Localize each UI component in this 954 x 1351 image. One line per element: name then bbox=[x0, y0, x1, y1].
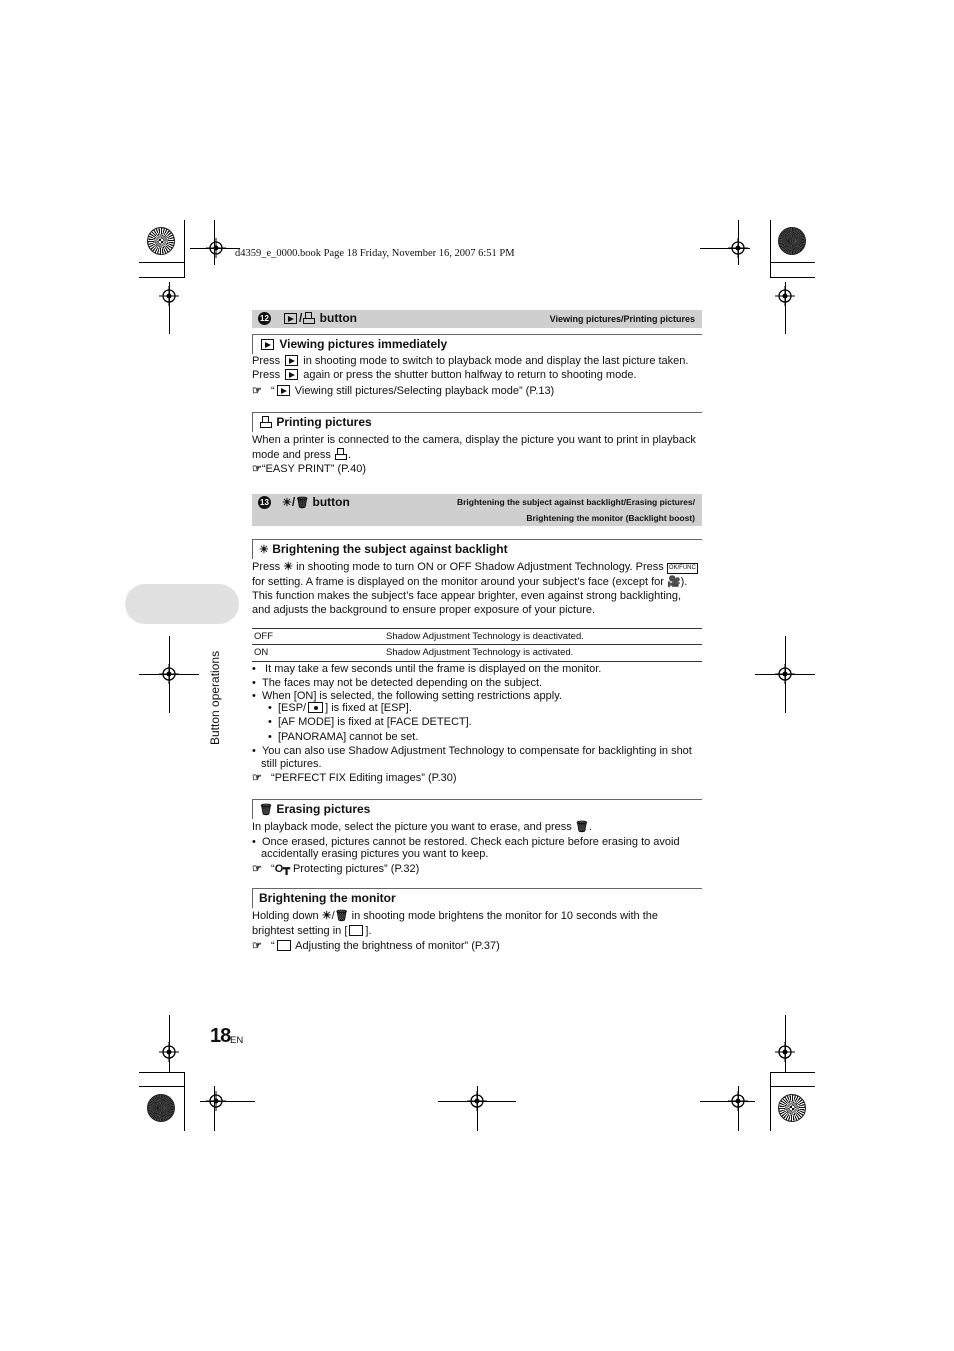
backlight-icon: ☀ bbox=[283, 561, 294, 573]
list-item: • Once erased, pictures cannot be restored. Check each picture before erasing to avoid bbox=[252, 836, 680, 848]
list-item: • [AF MODE] is fixed at [FACE DETECT]. bbox=[268, 716, 472, 728]
table-cell-description: Shadow Adjustment Technology is deactivated. bbox=[386, 631, 584, 642]
body-line: for setting. A frame is displayed on the monitor around your subject’s face (except for 🎥). bbox=[252, 576, 688, 588]
list-item-continued: accidentally erasing pictures you want to keep. bbox=[261, 848, 489, 860]
section-monitor bbox=[252, 888, 702, 908]
playback-icon bbox=[277, 385, 290, 396]
band-subtitle: Brightening the subject against backlight/Erasing pictures/ bbox=[456, 497, 695, 507]
section-viewing bbox=[252, 334, 702, 354]
number-badge: 12 bbox=[258, 312, 271, 325]
table-cell-setting: OFF bbox=[254, 631, 273, 642]
list-item: • [ESP/ ] is fixed at [ESP]. bbox=[268, 702, 412, 714]
registration-mark-icon bbox=[775, 286, 795, 306]
backlight-icon: ☀ bbox=[321, 910, 332, 922]
table-row bbox=[252, 628, 702, 645]
side-tab bbox=[125, 584, 239, 624]
list-item-continued: still pictures. bbox=[261, 758, 322, 770]
band-subtitle: Viewing pictures/Printing pictures bbox=[549, 314, 695, 324]
registration-mark-icon bbox=[206, 1091, 226, 1111]
rosette-mark-icon bbox=[778, 227, 806, 255]
section-band-13 bbox=[252, 494, 702, 526]
body-line: Press ☀ in shooting mode to turn ON or OFF Shadow Adjustment Technology. Press OK/FUNC bbox=[252, 561, 696, 573]
registration-mark-icon bbox=[206, 238, 226, 258]
rosette-mark-icon bbox=[147, 1094, 175, 1122]
registration-mark-icon bbox=[159, 1042, 179, 1062]
section-heading: Printing pictures bbox=[276, 415, 372, 429]
protect-key-icon: O┳ bbox=[274, 863, 290, 875]
reference-line: ☞ “O┳ Protecting pictures” (P.32) bbox=[252, 863, 420, 875]
list-item: • You can also use Shadow Adjustment Technology to compensate for backlighting in shot bbox=[252, 745, 692, 757]
band-title: ☀/🗑 button bbox=[282, 495, 350, 509]
print-icon bbox=[260, 416, 272, 428]
reference-hand-icon: ☞ bbox=[252, 863, 262, 875]
section-erasing bbox=[252, 799, 702, 819]
body-line: In playback mode, select the picture you want to erase, and press 🗑. bbox=[252, 821, 592, 833]
playback-icon bbox=[285, 355, 298, 366]
reference-hand-icon: ☞ bbox=[252, 940, 262, 952]
band-title: / button bbox=[282, 311, 357, 325]
erase-icon: 🗑 bbox=[295, 497, 310, 509]
rosette-mark-icon bbox=[147, 227, 175, 255]
reference-line: ☞ “ Viewing still pictures/Selecting playback mode” (P.13) bbox=[252, 385, 555, 397]
list-item: • The faces may not be detected depending on the subject. bbox=[252, 677, 543, 689]
spot-metering-icon bbox=[308, 702, 323, 713]
registration-mark-icon bbox=[728, 1091, 748, 1111]
body-line: This function makes the subject’s face appear brighter, even against strong backlighting, bbox=[252, 590, 682, 602]
playback-icon bbox=[261, 339, 274, 350]
playback-icon bbox=[285, 369, 298, 380]
list-item: • When [ON] is selected, the following setting restrictions apply. bbox=[252, 690, 562, 702]
body-line: When a printer is connected to the camera, display the picture you want to print in playback bbox=[252, 434, 696, 446]
number-badge: 13 bbox=[258, 496, 271, 509]
print-icon bbox=[335, 448, 347, 460]
section-heading: Brightening the subject against backlight bbox=[272, 542, 508, 556]
book-header: d4359_e_0000.book Page 18 Friday, November 16, 2007 6:51 PM bbox=[235, 248, 515, 259]
registration-mark-icon bbox=[775, 664, 795, 684]
reference-hand-icon: ☞ bbox=[252, 772, 262, 784]
registration-mark-icon bbox=[467, 1091, 487, 1111]
erase-icon: 🗑 bbox=[259, 804, 273, 816]
section-printing bbox=[252, 412, 702, 432]
erase-icon: 🗑 bbox=[334, 910, 349, 922]
ok-func-icon: OK/FUNC bbox=[667, 563, 698, 574]
body-line: Holding down ☀/🗑 in shooting mode brightens the monitor for 10 seconds with the bbox=[252, 910, 659, 922]
reference-hand-icon: ☞ bbox=[252, 463, 262, 475]
table-row bbox=[252, 644, 702, 662]
rosette-mark-icon bbox=[778, 1094, 806, 1122]
language-code: EN bbox=[230, 1035, 244, 1046]
monitor-brightness-icon bbox=[277, 940, 291, 951]
settings-table bbox=[252, 628, 702, 662]
section-band-12 bbox=[252, 310, 702, 328]
registration-mark-icon bbox=[159, 286, 179, 306]
band-subtitle: Brightening the monitor (Backlight boost) bbox=[526, 513, 695, 523]
section-heading: Erasing pictures bbox=[276, 802, 371, 816]
monitor-brightness-icon bbox=[349, 925, 363, 936]
movie-icon: 🎥 bbox=[666, 576, 681, 588]
body-line: Press again or press the shutter button halfway to return to shooting mode. bbox=[252, 369, 637, 381]
reference-hand-icon: ☞ bbox=[252, 385, 262, 397]
reference-line: ☞ “ Adjusting the brightness of monitor” (P.37) bbox=[252, 940, 500, 952]
backlight-icon: ☀ bbox=[259, 544, 269, 556]
body-line: and adjusts the background to ensure proper exposure of your picture. bbox=[252, 604, 596, 616]
section-heading: Viewing pictures immediately bbox=[279, 337, 448, 351]
list-item: • [PANORAMA] cannot be set. bbox=[268, 731, 419, 743]
playback-icon bbox=[284, 313, 297, 324]
body-line: brightest setting in [ ]. bbox=[252, 925, 372, 937]
reference-line: ☞“EASY PRINT” (P.40) bbox=[252, 463, 366, 475]
registration-mark-icon bbox=[728, 238, 748, 258]
page-number: 18 bbox=[210, 1025, 231, 1047]
erase-icon: 🗑 bbox=[574, 821, 589, 833]
body-line: mode and press . bbox=[252, 449, 351, 461]
registration-mark-icon bbox=[775, 1042, 795, 1062]
body-line: Press in shooting mode to switch to playback mode and display the last picture taken. bbox=[252, 355, 689, 367]
backlight-icon: ☀ bbox=[282, 497, 292, 509]
table-cell-setting: ON bbox=[254, 647, 269, 658]
print-icon bbox=[303, 312, 315, 324]
side-tab-label: Button operations bbox=[208, 650, 222, 745]
section-backlight bbox=[252, 539, 702, 559]
table-cell-description: Shadow Adjustment Technology is activated. bbox=[386, 647, 574, 658]
list-item: • It may take a few seconds until the frame is displayed on the monitor. bbox=[252, 663, 602, 675]
section-heading: Brightening the monitor bbox=[259, 891, 396, 905]
reference-line: ☞ “PERFECT FIX Editing images” (P.30) bbox=[252, 772, 457, 784]
registration-mark-icon bbox=[159, 664, 179, 684]
